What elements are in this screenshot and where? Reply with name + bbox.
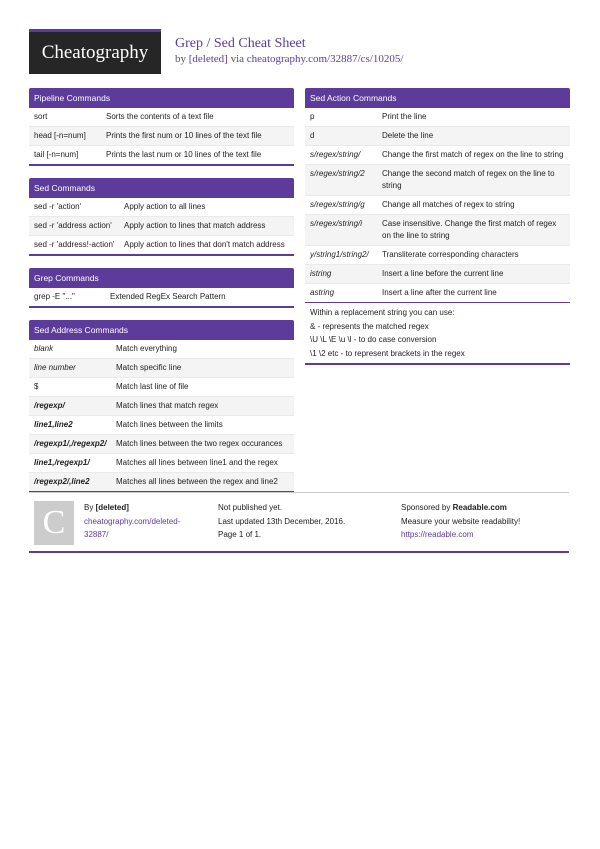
table-row: [305, 195, 570, 214]
command-cell: astring: [310, 288, 335, 297]
table-row: [29, 453, 294, 472]
description-cell: Transliterate corresponding characters: [382, 250, 519, 259]
command-cell: s/regex/string/: [310, 150, 361, 159]
sponsor-tagline: Measure your website readability!: [401, 516, 521, 526]
note-line: Within a replacement string you can use:: [310, 308, 455, 317]
page-footer: [29, 492, 569, 553]
description-cell: Prints the first num or 10 lines of the text file: [106, 131, 262, 140]
table-row: [305, 214, 570, 245]
last-updated: Last updated 13th December, 2016.: [218, 516, 346, 526]
description-cell: Match specific line: [116, 363, 182, 372]
description-cell: Prints the last num or 10 lines of the text file: [106, 150, 262, 159]
table-row: [29, 235, 294, 254]
table-row: [29, 340, 294, 358]
footer-author-link-cont[interactable]: 32887/: [84, 530, 109, 539]
footer-author-link[interactable]: cheatography.com/deleted-: [84, 516, 181, 526]
author-avatar: C: [34, 501, 74, 545]
description-cell: Match everything: [116, 344, 177, 353]
table-row: [305, 283, 570, 302]
byline-via: via: [227, 53, 247, 65]
sed-address-commands-section: [29, 320, 294, 493]
sponsor-link[interactable]: https://readable.com: [401, 530, 474, 539]
section-title: Sed Commands: [29, 178, 294, 198]
footer-meta: [218, 501, 345, 542]
table-row: [29, 216, 294, 235]
command-cell: p: [310, 112, 315, 121]
table-row: [29, 472, 294, 491]
command-cell: y/string1/string2/: [310, 250, 369, 259]
section-title: Sed Action Commands: [305, 88, 570, 108]
table-row: [29, 396, 294, 415]
command-cell: sed -r 'address action': [34, 221, 112, 230]
command-cell: $: [34, 382, 39, 391]
description-cell: Apply action to lines that don't match address: [124, 240, 285, 249]
right-column: [305, 88, 570, 377]
command-cell: blank: [34, 344, 54, 353]
table-row: [305, 164, 570, 195]
command-cell: s/regex/string/2: [310, 169, 365, 178]
byline-prefix: by: [175, 53, 189, 65]
table-row: [29, 415, 294, 434]
pipeline-commands-section: [29, 88, 294, 166]
table-row: [305, 145, 570, 164]
grep-commands-section: [29, 268, 294, 308]
table-row: [29, 288, 294, 306]
section-title: Sed Address Commands: [29, 320, 294, 340]
description-cell: Print the line: [382, 112, 427, 121]
section-title: Pipeline Commands: [29, 88, 294, 108]
sponsor-name[interactable]: Readable.com: [452, 503, 507, 512]
byline: [175, 53, 403, 65]
command-cell: sed -r 'action': [34, 202, 82, 211]
description-cell: Sorts the contents of a text file: [106, 112, 214, 121]
table-row: [29, 145, 294, 164]
author-link[interactable]: [deleted]: [188, 53, 228, 65]
published-status: Not published yet.: [218, 503, 283, 512]
description-cell: Match lines that match regex: [116, 401, 219, 410]
command-cell: line1,line2: [34, 420, 73, 429]
command-cell: sort: [34, 112, 48, 121]
left-column: [29, 88, 294, 505]
section-title: Grep Commands: [29, 268, 294, 288]
footer-by-label: By: [84, 503, 96, 512]
command-cell: /regexp/: [34, 401, 65, 410]
command-cell: tail [-n=num]: [34, 150, 79, 159]
description-cell: Delete the line: [382, 131, 434, 140]
command-cell: s/regex/string/g: [310, 200, 365, 209]
command-cell: s/regex/string/i: [310, 219, 363, 228]
table-row: [305, 126, 570, 145]
description-cell: Matches all lines between line1 and the regex: [116, 458, 278, 467]
description-cell: Case insensitive. Change the first match of regex on the line to string: [382, 219, 557, 240]
command-cell: head [-n=num]: [34, 131, 86, 140]
table-row: [305, 264, 570, 283]
table-row: [305, 108, 570, 126]
page-title: Grep / Sed Cheat Sheet: [175, 36, 306, 51]
table-row: [29, 126, 294, 145]
footer-sponsor: [401, 501, 520, 542]
command-cell: istring: [310, 269, 332, 278]
command-cell: sed -r 'address!-action': [34, 240, 115, 249]
table-row: [29, 377, 294, 396]
footer-author: [84, 501, 180, 542]
note-line: \1 \2 etc - to represent brackets in the regex: [310, 348, 465, 358]
table-row: [29, 198, 294, 216]
sponsor-prefix: Sponsored by: [401, 503, 453, 512]
note-line: & - represents the matched regex: [310, 321, 429, 331]
command-cell: d: [310, 131, 315, 140]
command-cell: line number: [34, 363, 76, 372]
description-cell: Change all matches of regex to string: [382, 200, 515, 209]
note-line: \U \L \E \u \l - to do case conversion: [310, 335, 437, 344]
table-row: [29, 358, 294, 377]
description-cell: Apply action to lines that match address: [124, 221, 266, 230]
command-cell: line1,/regexp1/: [34, 458, 90, 467]
description-cell: Change the second match of regex on the line to string: [382, 169, 555, 190]
description-cell: Apply action to all lines: [124, 202, 206, 211]
description-cell: Insert a line before the current line: [382, 269, 504, 278]
table-row: [305, 245, 570, 264]
table-row: [29, 434, 294, 453]
cheatography-logo[interactable]: Cheatography: [29, 29, 161, 74]
table-row: [29, 108, 294, 126]
command-cell: /regexp1/,/regexp2/: [34, 439, 107, 448]
description-cell: Insert a line after the current line: [382, 288, 497, 297]
description-cell: Matches all lines between the regex and line2: [116, 477, 278, 486]
description-cell: Change the first match of regex on the line to string: [382, 150, 564, 159]
page-count: Page 1 of 1.: [218, 530, 262, 539]
description-cell: Match last line of file: [116, 382, 189, 391]
footer-author-name[interactable]: [deleted]: [95, 503, 129, 512]
description-cell: Extended RegEx Search Pattern: [110, 292, 226, 301]
replacement-notes: [305, 303, 570, 363]
description-cell: Match lines between the two regex occurances: [116, 439, 283, 448]
sheet-url-link[interactable]: cheatography.com/32887/cs/10205/: [246, 53, 404, 65]
sed-commands-section: [29, 178, 294, 256]
command-cell: /regexp2/,line2: [34, 477, 90, 486]
sed-action-commands-section: [305, 88, 570, 365]
description-cell: Match lines between the limits: [116, 420, 223, 429]
command-cell: grep -E "...": [34, 292, 75, 301]
